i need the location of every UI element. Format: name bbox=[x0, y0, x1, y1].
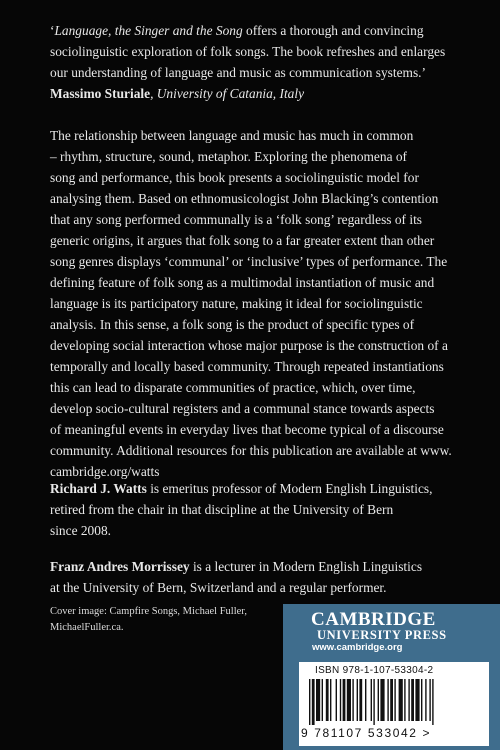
review-quote bbox=[50, 20, 465, 104]
barcode-bar bbox=[322, 679, 323, 721]
barcode-bar bbox=[380, 679, 384, 721]
description-line: generic origins, it argues that folk song to a far greater extent than other bbox=[50, 233, 435, 248]
publisher-panel bbox=[283, 604, 500, 750]
author-bio-morrissey bbox=[50, 556, 470, 598]
barcode-bar bbox=[411, 679, 414, 721]
bio-line: at the University of Bern, Switzerland and a regular performer. bbox=[50, 580, 387, 595]
publisher-url: www.cambridge.org bbox=[312, 642, 403, 653]
reviewer-name: Massimo Sturiale bbox=[50, 86, 151, 101]
description-line: develop socio-cultural registers and a communal stance towards aspects bbox=[50, 401, 435, 416]
description-line: that any song performed communally is a ‘folk song’ regardless of its bbox=[50, 212, 422, 227]
credit-line: MichaelFuller.ca. bbox=[50, 622, 124, 633]
barcode-bar bbox=[415, 679, 419, 721]
description-line: – rhythm, structure, sound, metaphor. Exploring the phenomena of bbox=[50, 149, 408, 164]
description-line: song genres displays ‘communal’ or ‘inclusive’ types of performance. The bbox=[50, 254, 448, 269]
author-name: Richard J. Watts bbox=[50, 481, 147, 496]
barcode-bar bbox=[404, 679, 405, 721]
barcode-bar bbox=[330, 679, 331, 721]
description-line: song and performance, this book presents a sociolinguistic model for bbox=[50, 170, 419, 185]
publisher-logo-press: UNIVERSITY PRESS bbox=[317, 628, 447, 642]
barcode-bar bbox=[357, 679, 358, 721]
bio-line bbox=[50, 556, 470, 577]
isbn-number: ISBN 978-1-107-53304-2 bbox=[315, 665, 434, 676]
bio-text: is a lecturer in Modern English Linguistics bbox=[189, 559, 423, 574]
description-line: defining feature of folk song as a multimodal instantiation of music and bbox=[50, 275, 435, 290]
bio-line: since 2008. bbox=[50, 523, 111, 538]
cover-image-credit bbox=[50, 604, 280, 636]
description-line: this can lead to disparate communities of practice, which, over time, bbox=[50, 380, 416, 395]
barcode-bar bbox=[394, 679, 395, 721]
open-quote-mark: ‘ bbox=[50, 23, 55, 38]
quote-line-1: offers a thorough and convincing bbox=[246, 23, 424, 38]
barcode-bar bbox=[340, 679, 341, 721]
barcode-bar bbox=[309, 679, 310, 725]
description-line: community. Additional resources for this publication are available at www. bbox=[50, 443, 452, 458]
publisher-logo-name: CAMBRIDGE bbox=[311, 609, 436, 630]
barcode-bar bbox=[378, 679, 379, 721]
description-line: cambridge.org/watts bbox=[50, 464, 160, 479]
barcode-bar bbox=[316, 679, 320, 721]
description-line: The relationship between language and music has much in common bbox=[50, 128, 414, 143]
author-name: Franz Andres Morrissey bbox=[50, 559, 190, 574]
bio-line bbox=[50, 478, 470, 499]
barcode-bar bbox=[432, 679, 433, 725]
description-line: analysis. In this sense, a folk song is the product of specific types of bbox=[50, 317, 415, 332]
barcode-bar bbox=[408, 679, 409, 721]
description-line: of meaningful events in everyday lives that become typical of a discourse bbox=[50, 422, 444, 437]
barcode-bar bbox=[425, 679, 426, 721]
description-line: temporally and locally based community. Through repeated instantiations bbox=[50, 359, 444, 374]
barcode-bar bbox=[387, 679, 388, 721]
barcode-bar bbox=[365, 679, 366, 721]
barcode-bar bbox=[399, 679, 403, 721]
barcode-bar bbox=[359, 679, 362, 721]
barcode-bar bbox=[352, 679, 353, 721]
barcode-bar bbox=[326, 679, 329, 721]
barcode-digits: 9 781107 533042 > bbox=[301, 726, 432, 740]
barcode-bar bbox=[343, 679, 346, 721]
quote-line-2: sociolinguistic exploration of folk songs. The book refreshes and enlarges bbox=[50, 44, 446, 59]
author-bio-watts bbox=[50, 478, 470, 541]
barcode-bar bbox=[312, 679, 315, 725]
credit-line: Cover image: Campfire Songs, Michael Fuller, bbox=[50, 606, 247, 617]
quoted-book-title: Language, the Singer and the Song bbox=[54, 23, 243, 38]
barcode-bar bbox=[390, 679, 393, 721]
bio-text: is emeritus professor of Modern English Linguistics, bbox=[146, 481, 433, 496]
barcode-bar bbox=[336, 679, 337, 721]
quote-line-3: our understanding of language and music as communication systems.’ bbox=[50, 65, 426, 80]
description-line: developing social interaction whose major purpose is the construction of a bbox=[50, 338, 448, 353]
book-description bbox=[50, 125, 470, 482]
barcode-bar bbox=[347, 679, 351, 721]
reviewer-affiliation: , University of Catania, Italy bbox=[150, 86, 305, 101]
barcode-bar bbox=[371, 679, 372, 721]
review-attribution bbox=[50, 83, 465, 104]
description-line: language is its participatory nature, making it ideal for sociolinguistic bbox=[50, 296, 423, 311]
barcode-bar bbox=[429, 679, 430, 721]
isbn-barcode bbox=[299, 662, 489, 746]
barcode-bars bbox=[309, 679, 477, 725]
bio-line: retired from the chair in that discipline at the University of Bern bbox=[50, 502, 394, 517]
barcode-bar bbox=[421, 679, 422, 721]
description-line: analysing them. Based on ethnomusicologist John Blacking’s contention bbox=[50, 191, 439, 206]
barcode-bar bbox=[373, 679, 374, 725]
